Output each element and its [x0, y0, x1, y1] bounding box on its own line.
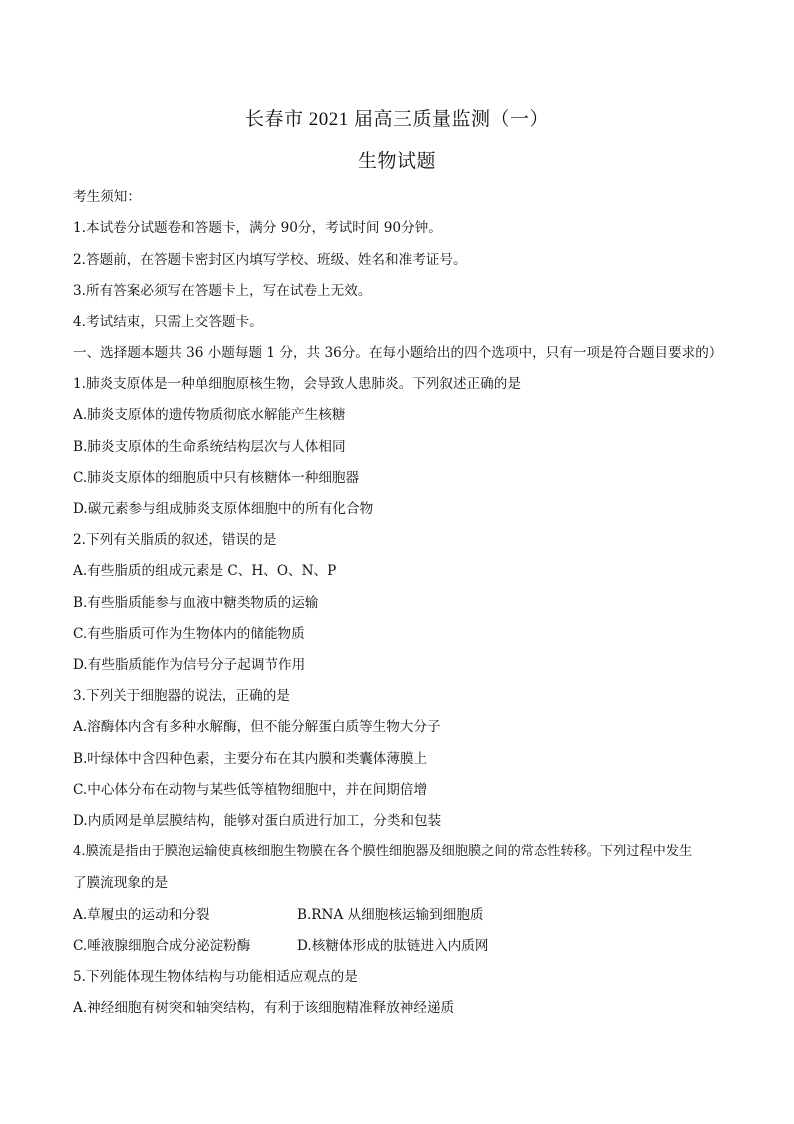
question-stem: 3.下列关于细胞器的说法，正确的是 — [73, 688, 290, 704]
section-heading: 一、选择题本题共 36 小题每题 1 分，共 36分。在每小题给出的四个选项中，只有一项是符合题目要求的） — [73, 345, 723, 361]
question-stem: 2.下列有关脂质的叙述，错误的是 — [73, 532, 277, 548]
answer-option: B.叶绿体中含四种色素，主要分布在其内膜和类囊体薄膜上 — [73, 751, 428, 767]
notice-item: 1.本试卷分试题卷和答题卡，满分 90分，考试时间 90分钟。 — [73, 220, 442, 236]
notice-item: 3.所有答案必须写在答题卡上，写在试卷上无效。 — [73, 283, 372, 299]
answer-option: D.有些脂质能作为信号分子起调节作用 — [73, 657, 306, 673]
notice-item: 2.答题前，在答题卡密封区内填写学校、班级、姓名和准考证号。 — [73, 252, 467, 268]
answer-option: D.核糖体形成的肽链进入内质网 — [297, 938, 489, 954]
answer-option: A.有些脂质的组成元素是 C、H、O、N、P — [73, 563, 337, 579]
answer-option: A.草履虫的运动和分裂 — [73, 907, 210, 923]
exam-subtitle: 生物试题 — [357, 151, 436, 172]
answer-option: C.中心体分布在动物与某些低等植物细胞中，并在间期倍增 — [73, 782, 428, 798]
answer-option: C.肺炎支原体的细胞质中只有核糖体一种细胞器 — [73, 470, 360, 486]
answer-option: A.肺炎支原体的遗传物质彻底水解能产生核糖 — [73, 407, 346, 423]
answer-option: B.有些脂质能参与血液中糖类物质的运输 — [73, 595, 319, 611]
question-stem: 4.膜流是指由于膜泡运输使真核细胞生物膜在各个膜性细胞器及细胞膜之间的常态性转移。下列过程中发生 — [73, 844, 693, 859]
exam-title: 长春市 2021 届高三质量监测（一） — [244, 109, 549, 130]
answer-option: B.RNA 从细胞核运输到细胞质 — [297, 907, 484, 923]
answer-option: A.神经细胞有树突和轴突结构，有利于该细胞精准释放神经递质 — [73, 1000, 455, 1016]
question-stem: 5.下列能体现生物体结构与功能相适应观点的是 — [73, 969, 358, 985]
answer-option: B.肺炎支原体的生命系统结构层次与人体相同 — [73, 439, 346, 455]
answer-option: D.内质网是单层膜结构，能够对蛋白质进行加工，分类和包装 — [73, 813, 442, 829]
notice-heading: 考生须知： — [73, 189, 141, 205]
answer-option: A.溶酶体内含有多种水解酶，但不能分解蛋白质等生物大分子 — [73, 719, 441, 735]
answer-option: D.碳元素参与组成肺炎支原体细胞中的所有化合物 — [73, 501, 374, 517]
question-stem: 1.肺炎支原体是一种单细胞原核生物，会导致人患肺炎。下列叙述正确的是 — [73, 376, 521, 392]
question-stem-continued: 了膜流现象的是 — [73, 875, 169, 891]
answer-option: C.唾液腺细胞合成分泌淀粉酶 — [73, 938, 251, 954]
answer-option: C.有些脂质可作为生物体内的储能物质 — [73, 626, 305, 642]
notice-item: 4.考试结束，只需上交答题卡。 — [73, 314, 263, 330]
